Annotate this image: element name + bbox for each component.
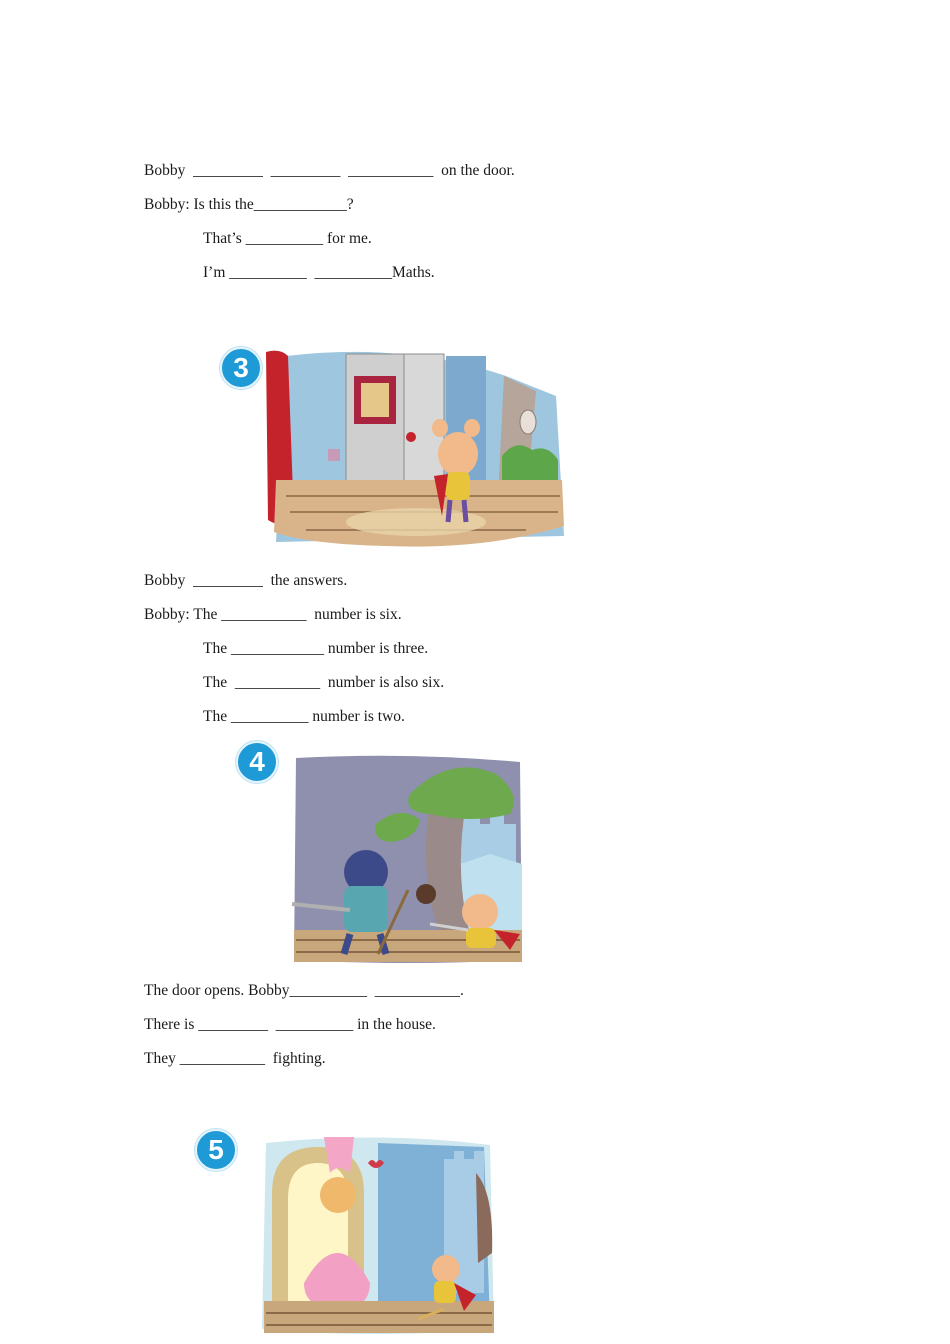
exercise-line: Bobby: Is this the____________? xyxy=(144,196,354,213)
story-illustration-4 xyxy=(290,754,526,966)
exercise-line: The __________ number is two. xyxy=(203,708,405,725)
picture-number-badge: 3 xyxy=(220,347,262,389)
story-illustration-3 xyxy=(266,346,566,550)
exercise-line: Bobby _________ _________ ___________ on the door. xyxy=(144,162,515,179)
exercise-line: The door opens. Bobby__________ ___________. xyxy=(144,982,464,999)
exercise-line: I’m __________ __________Maths. xyxy=(203,264,435,281)
exercise-line: There is _________ __________ in the house. xyxy=(144,1016,436,1033)
picture-number-badge: 4 xyxy=(236,741,278,783)
exercise-line: The ___________ number is also six. xyxy=(203,674,445,691)
picture-number-badge: 5 xyxy=(195,1129,237,1171)
exercise-line: The ____________ number is three. xyxy=(203,640,429,657)
exercise-line: Bobby _________ the answers. xyxy=(144,572,348,589)
story-illustration-5 xyxy=(258,1133,498,1337)
exercise-line: That’s __________ for me. xyxy=(203,230,372,247)
exercise-line: They ___________ fighting. xyxy=(144,1050,326,1067)
exercise-line: Bobby: The ___________ number is six. xyxy=(144,606,402,623)
